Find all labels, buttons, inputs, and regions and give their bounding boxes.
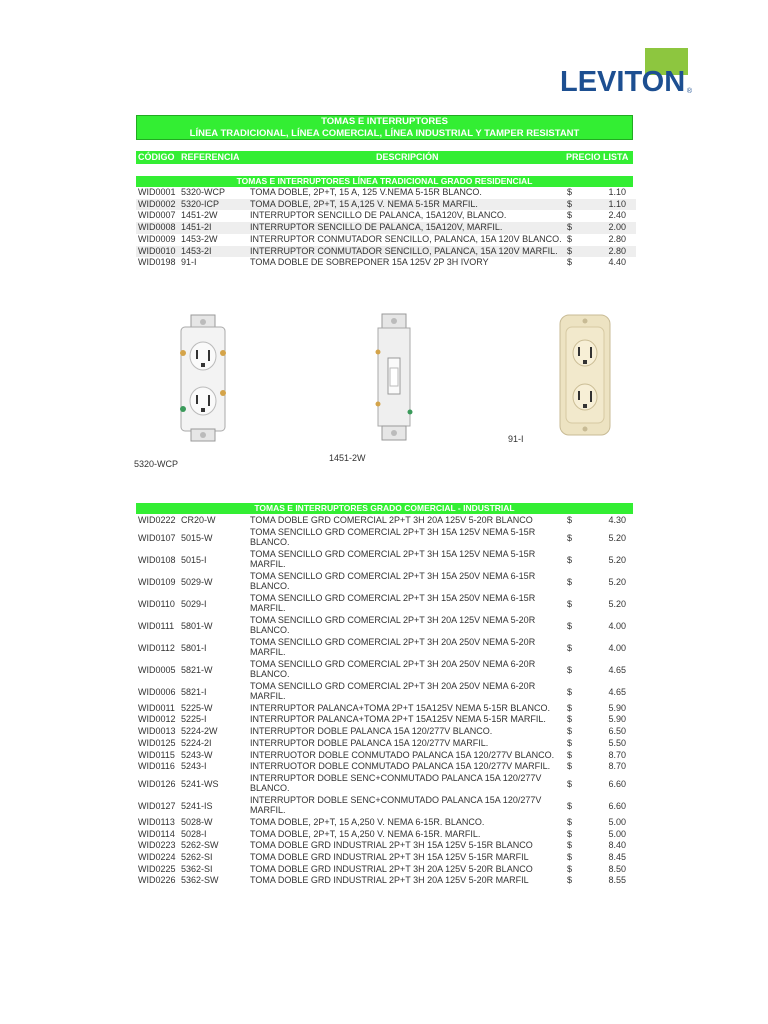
- product-code: WID0108: [138, 554, 176, 565]
- section-commercial-title: TOMAS E INTERRUPTORES GRADO COMERCIAL - INDUSTRIAL: [136, 503, 633, 514]
- product-ref: 1453-2W: [181, 233, 218, 244]
- product-description: INTERRUPTOR PALANCA+TOMA 2P+T 15A125V NEMA 5-15R MARFIL.: [250, 714, 546, 725]
- product-price: 8.70: [608, 761, 626, 772]
- product-price: 4.65: [608, 664, 626, 675]
- product-description: INTERRUPTOR DOBLE PALANCA 15A 120/277V MARFIL.: [250, 737, 489, 748]
- product-description: TOMA DOBLE, 2P+T, 15 A,125 V. NEMA 5-15R MARFIL.: [250, 198, 478, 209]
- currency-symbol: $: [567, 816, 573, 827]
- currency-symbol: $: [567, 222, 573, 233]
- product-price: 6.50: [608, 726, 626, 737]
- product-price: 6.60: [608, 800, 626, 811]
- table-row: [136, 864, 636, 876]
- table-row: [136, 726, 636, 738]
- currency-symbol: $: [567, 702, 573, 713]
- product-ref: 5225-I: [181, 714, 207, 725]
- caption-5320-wcp: 5320-WCP: [134, 459, 179, 469]
- product-description: INTERRUOTOR DOBLE CONMUTADO PALANCA 15A 120/277V BLANCO.: [250, 749, 555, 760]
- product-price: 8.40: [608, 840, 626, 851]
- product-price: 2.80: [608, 233, 626, 244]
- currency-symbol: $: [567, 187, 573, 197]
- product-code: WID0013: [138, 726, 176, 737]
- product-price: 5.90: [608, 714, 626, 725]
- product-price: 2.80: [608, 245, 626, 256]
- caption-1451-2w: 1451-2W: [329, 453, 366, 463]
- product-code: WID0198: [138, 257, 176, 268]
- product-description: TOMA DOBLE DE SOBREPONER 15A 125V 2P 3H IVORY: [250, 257, 489, 268]
- header-desc: DESCRIPCIÓN: [376, 152, 439, 162]
- product-code: WID0008: [138, 222, 176, 233]
- product-ref: 1453-2I: [181, 245, 212, 256]
- currency-symbol: $: [567, 532, 573, 543]
- table-row: [136, 234, 636, 246]
- table-row: [136, 875, 636, 887]
- banner-title: TOMAS E INTERRUPTORES: [321, 116, 448, 127]
- currency-symbol: $: [567, 714, 573, 725]
- product-description: INTERRUPTOR CONMUTADOR SENCILLO, PALANCA, 15A 120V MARFIL.: [250, 245, 558, 256]
- currency-symbol: $: [567, 761, 573, 772]
- currency-symbol: $: [567, 210, 573, 221]
- currency-symbol: $: [567, 686, 573, 697]
- section-residential-title: TOMAS E INTERRUPTORES LÍNEA TRADICIONAL GRADO RESIDENCIAL: [136, 176, 633, 187]
- product-description: INTERRUPTOR SENCILLO DE PALANCA, 15A120V, MARFIL.: [250, 222, 503, 233]
- product-code: WID0114: [138, 828, 175, 839]
- product-description: TOMA DOBLE GRD INDUSTRIAL 2P+T 3H 15A 125V 5-15R MARFIL: [250, 852, 529, 862]
- product-ref: 5821-I: [181, 686, 207, 697]
- currency-symbol: $: [567, 576, 573, 587]
- table-row: [136, 681, 636, 703]
- product-code: WID0112: [138, 642, 175, 653]
- currency-symbol: $: [567, 778, 573, 789]
- product-price: 4.65: [608, 686, 626, 697]
- product-ref: 5028-I: [181, 828, 207, 839]
- product-price: 1.10: [608, 187, 626, 197]
- product-description: TOMA DOBLE GRD INDUSTRIAL 2P+T 3H 20A 125V 5-20R MARFIL: [250, 875, 529, 886]
- product-description: TOMA SENCILLO GRD COMERCIAL 2P+T 3H 20A 250V NEMA 6-20R MARFIL.: [250, 680, 536, 701]
- product-price: 5.20: [608, 532, 626, 543]
- table-row: [136, 714, 636, 726]
- product-ref: 5320-ICP: [181, 198, 220, 209]
- currency-symbol: $: [567, 664, 573, 675]
- product-price: 5.50: [608, 737, 626, 748]
- table-header: [136, 151, 633, 164]
- currency-symbol: $: [567, 852, 573, 862]
- product-price: 8.55: [608, 875, 626, 886]
- product-code: WID0110: [138, 598, 175, 609]
- currency-symbol: $: [567, 233, 573, 244]
- product-code: WID0222: [138, 515, 176, 525]
- product-ref: 5241-WS: [181, 778, 219, 789]
- product-price: 8.45: [608, 852, 626, 862]
- product-ref: 5015-W: [181, 532, 213, 543]
- product-code: WID0109: [138, 576, 176, 587]
- product-ref: 5821-W: [181, 664, 213, 675]
- product-description: TOMA SENCILLO GRD COMERCIAL 2P+T 3H 15A 250V NEMA 6-15R MARFIL.: [250, 592, 536, 613]
- currency-symbol: $: [567, 726, 573, 737]
- currency-symbol: $: [567, 620, 573, 631]
- product-code: WID0115: [138, 749, 175, 760]
- currency-symbol: $: [567, 800, 573, 811]
- product-code: WID0010: [138, 245, 176, 256]
- product-description: TOMA DOBLE GRD INDUSTRIAL 2P+T 3H 15A 125V 5-15R BLANCO: [250, 840, 533, 851]
- currency-symbol: $: [567, 828, 573, 839]
- product-ref: 1451-2W: [181, 210, 218, 221]
- product-ref: 5801-W: [181, 620, 213, 631]
- table-row: [136, 840, 636, 852]
- product-code: WID0226: [138, 875, 176, 886]
- product-ref: 5262-SW: [181, 840, 219, 851]
- table-row: [136, 187, 636, 199]
- currency-symbol: $: [567, 257, 573, 268]
- header-ref: REFERENCIA: [181, 152, 240, 162]
- table-row: [136, 738, 636, 750]
- product-description: TOMA DOBLE GRD INDUSTRIAL 2P+T 3H 20A 125V 5-20R BLANCO: [250, 863, 533, 874]
- product-description: TOMA SENCILLO GRD COMERCIAL 2P+T 3H 15A 125V NEMA 5-15R BLANCO.: [250, 526, 536, 547]
- product-code: WID0012: [138, 714, 176, 725]
- product-price: 4.30: [608, 515, 626, 525]
- product-code: WID0007: [138, 210, 176, 221]
- product-price: 5.00: [608, 828, 626, 839]
- product-code: WID0223: [138, 840, 176, 851]
- table-row: [136, 703, 636, 715]
- header-price: PRECIO LISTA: [566, 152, 629, 162]
- product-description: TOMA SENCILLO GRD COMERCIAL 2P+T 3H 15A 125V NEMA 5-15R MARFIL.: [250, 548, 536, 569]
- product-code: WID0125: [138, 737, 176, 748]
- table-row: [136, 852, 636, 864]
- product-code: WID0111: [138, 620, 175, 631]
- product-price: 5.20: [608, 576, 626, 587]
- product-price: 1.10: [608, 198, 626, 209]
- product-ref: 5320-WCP: [181, 187, 226, 197]
- product-ref: 5224-2I: [181, 737, 212, 748]
- table-row: [136, 210, 636, 222]
- currency-symbol: $: [567, 840, 573, 851]
- table-row: [136, 527, 636, 549]
- caption-91-i: 91-I: [508, 434, 524, 444]
- product-code: WID0011: [138, 702, 175, 713]
- product-code: WID0002: [138, 198, 176, 209]
- product-ref: 5241-IS: [181, 800, 213, 811]
- title-banner: [136, 115, 633, 140]
- currency-symbol: $: [567, 515, 573, 525]
- table-row: [136, 750, 636, 762]
- product-description: TOMA DOBLE GRD COMERCIAL 2P+T 3H 20A 125V 5-20R BLANCO: [250, 515, 533, 525]
- logo-registered-mark: ®: [686, 88, 692, 95]
- table-row: [136, 571, 636, 593]
- table-row: [136, 829, 636, 841]
- product-code: WID0009: [138, 233, 176, 244]
- product-code: WID0001: [138, 187, 176, 197]
- product-ref: 5029-I: [181, 598, 207, 609]
- product-code: WID0225: [138, 863, 176, 874]
- product-description: INTERRUPTOR SENCILLO DE PALANCA, 15A120V, BLANCO.: [250, 210, 507, 221]
- product-code: WID0127: [138, 800, 176, 811]
- product-price: 5.00: [608, 816, 626, 827]
- product-ref: 5362-SW: [181, 875, 219, 886]
- table-row: [136, 199, 636, 211]
- product-description: INTERRUPTOR DOBLE PALANCA 15A 120/277V BLANCO.: [250, 726, 493, 737]
- product-description: TOMA DOBLE, 2P+T, 15 A, 125 V.NEMA 5-15R BLANCO.: [250, 187, 482, 197]
- outlet-91-i-photo: [558, 313, 612, 437]
- product-code: WID0107: [138, 532, 176, 543]
- product-ref: 1451-2I: [181, 222, 212, 233]
- table-row: [136, 659, 636, 681]
- outlet-5320-wcp-photo: [177, 313, 229, 443]
- product-description: INTERRUPTOR CONMUTADOR SENCILLO, PALANCA, 15A 120V BLANCO.: [250, 233, 562, 244]
- table-row: [136, 761, 636, 773]
- currency-symbol: $: [567, 863, 573, 874]
- product-ref: 5243-I: [181, 761, 207, 772]
- table-row: [136, 615, 636, 637]
- currency-symbol: $: [567, 737, 573, 748]
- product-price: 8.70: [608, 749, 626, 760]
- product-ref: 5362-SI: [181, 863, 213, 874]
- table-row: [136, 773, 636, 795]
- table-row: [136, 257, 636, 269]
- product-code: WID0006: [138, 686, 176, 697]
- product-price: 6.60: [608, 778, 626, 789]
- currency-symbol: $: [567, 198, 573, 209]
- product-description: TOMA DOBLE, 2P+T, 15 A,250 V. NEMA 6-15R. BLANCO.: [250, 816, 485, 827]
- table-row: [136, 549, 636, 571]
- product-price: 2.40: [608, 210, 626, 221]
- product-code: WID0224: [138, 852, 176, 862]
- product-price: 5.20: [608, 598, 626, 609]
- currency-symbol: $: [567, 875, 573, 886]
- product-description: TOMA SENCILLO GRD COMERCIAL 2P+T 3H 20A 250V NEMA 6-20R BLANCO.: [250, 658, 536, 679]
- table-row: [136, 222, 636, 234]
- product-description: TOMA DOBLE, 2P+T, 15 A,250 V. NEMA 6-15R. MARFIL.: [250, 828, 481, 839]
- leviton-logo: [560, 48, 692, 98]
- product-ref: 5262-SI: [181, 852, 213, 862]
- product-ref: 5243-W: [181, 749, 213, 760]
- product-description: TOMA SENCILLO GRD COMERCIAL 2P+T 3H 20A 250V NEMA 5-20R MARFIL.: [250, 636, 536, 657]
- table-row: [136, 246, 636, 258]
- product-price: 5.90: [608, 702, 626, 713]
- product-price: 4.40: [608, 257, 626, 268]
- product-description: INTERRUPTOR DOBLE SENC+CONMUTADO PALANCA 15A 120/277V BLANCO.: [250, 772, 542, 793]
- product-description: TOMA SENCILLO GRD COMERCIAL 2P+T 3H 15A 250V NEMA 6-15R BLANCO.: [250, 570, 536, 591]
- logo-text: LEVITON: [560, 66, 686, 98]
- switch-1451-2w-photo: [372, 312, 416, 444]
- product-ref: 5029-W: [181, 576, 213, 587]
- product-ref: 5801-I: [181, 642, 207, 653]
- product-price: 8.50: [608, 863, 626, 874]
- table-row: [136, 515, 636, 527]
- currency-symbol: $: [567, 554, 573, 565]
- currency-symbol: $: [567, 598, 573, 609]
- banner-subtitle: LÍNEA TRADICIONAL, LÍNEA COMERCIAL, LÍNEA INDUSTRIAL Y TAMPER RESISTANT: [189, 128, 580, 139]
- currency-symbol: $: [567, 642, 573, 653]
- table-row: [136, 795, 636, 817]
- header-code: CÓDIGO: [138, 152, 175, 162]
- table-row: [136, 637, 636, 659]
- currency-symbol: $: [567, 749, 573, 760]
- product-description: INTERRUOTOR DOBLE CONMUTADO PALANCA 15A 120/277V MARFIL.: [250, 761, 551, 772]
- product-ref: 91-I: [181, 257, 197, 268]
- table-row: [136, 593, 636, 615]
- product-code: WID0005: [138, 664, 176, 675]
- product-price: 2.00: [608, 222, 626, 233]
- product-price: 4.00: [608, 620, 626, 631]
- product-price: 4.00: [608, 642, 626, 653]
- product-ref: 5028-W: [181, 816, 213, 827]
- table-row: [136, 817, 636, 829]
- product-description: TOMA SENCILLO GRD COMERCIAL 2P+T 3H 20A 125V NEMA 5-20R BLANCO.: [250, 614, 536, 635]
- currency-symbol: $: [567, 245, 573, 256]
- product-code: WID0126: [138, 778, 176, 789]
- product-description: INTERRUPTOR PALANCA+TOMA 2P+T 15A125V NEMA 5-15R BLANCO.: [250, 702, 550, 713]
- product-ref: CR20-W: [181, 515, 216, 525]
- product-ref: 5224-2W: [181, 726, 218, 737]
- product-ref: 5015-I: [181, 554, 207, 565]
- product-price: 5.20: [608, 554, 626, 565]
- product-code: WID0116: [138, 761, 175, 772]
- product-code: WID0113: [138, 816, 175, 827]
- product-description: INTERRUPTOR DOBLE SENC+CONMUTADO PALANCA 15A 120/277V MARFIL.: [250, 794, 542, 815]
- product-ref: 5225-W: [181, 702, 213, 713]
